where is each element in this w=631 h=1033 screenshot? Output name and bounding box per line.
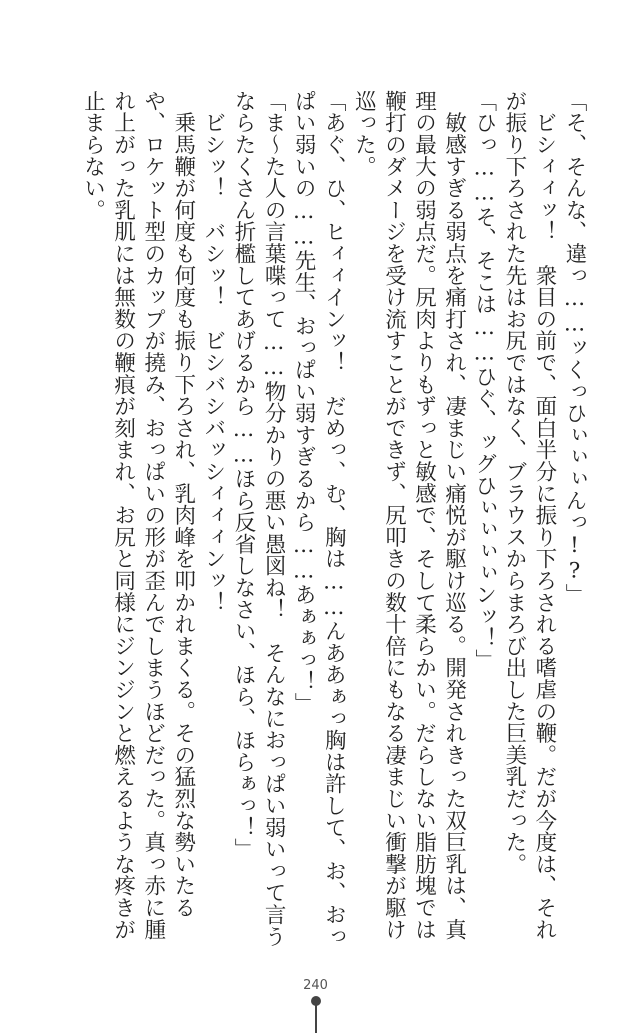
page-body-text bbox=[29, 90, 589, 950]
page-marker-line bbox=[315, 1004, 317, 1033]
page-number: 240 bbox=[303, 978, 328, 993]
paragraph-4: 敏感すぎる弱点を痛打され、凄まじい痛悦が駆け巡る。開発されきった双巨乳は、真理の最大の弱点だ。尻肉よりもずっと敏感で、そして柔らかい。だらしない脂肪塊では鞭打のダメージを受け流すことができず、尻叩きの数十倍にもなる凄まじい衝撃が駆け巡った。 bbox=[351, 90, 467, 941]
paragraph-7: ビシッ！ バシッ！ ビシバシバッシィィィンッ！ bbox=[200, 90, 226, 614]
paragraph-6: 「ま〜た人の言葉喋って……物分かりの悪い愚図ね！ そんなにおっぱい弱いって言うならたくさん折檻してあげるから……ほら反省しなさい、ほら、ほらぁっ！」 bbox=[230, 90, 287, 948]
paragraph-3: 「ひっ……そ、そこは……ひぐ、ッグひぃぃぃぃンッ！」 bbox=[471, 90, 497, 671]
paragraph-2: ビシィィッ！ 衆目の前で、面白半分に振り下ろされる嗜虐の鞭。だが今度は、それが振り下ろされた先はお尻ではなく、ブラウスからまろび出した巨美乳だった。 bbox=[501, 90, 557, 941]
paragraph-1: 「そ、そんな、違っ……ッくっひぃぃぃんっ!?」 bbox=[562, 90, 587, 606]
paragraph-5: 「あぐ、ひ、ヒィィインッ！ だめっ、む、胸は……んああぁっ胸は許して、お、おっぱい弱いの……先生、おっぱい弱すぎるから……あぁぁっ！」 bbox=[291, 90, 347, 948]
paragraph-8: 乗馬鞭が何度も何度も振り下ろされ、乳肉峰を叩かれまくる。その猛烈な勢いたるや、ロケット型のカップが撓み、おっぱいの形が歪んでしまうほどだった。真っ赤に腫れ上がった乳肌には無数の鞭痕が刻まれ、お尻と同様にジンジンと燃えるような疼きが止まらない。 bbox=[80, 90, 196, 941]
